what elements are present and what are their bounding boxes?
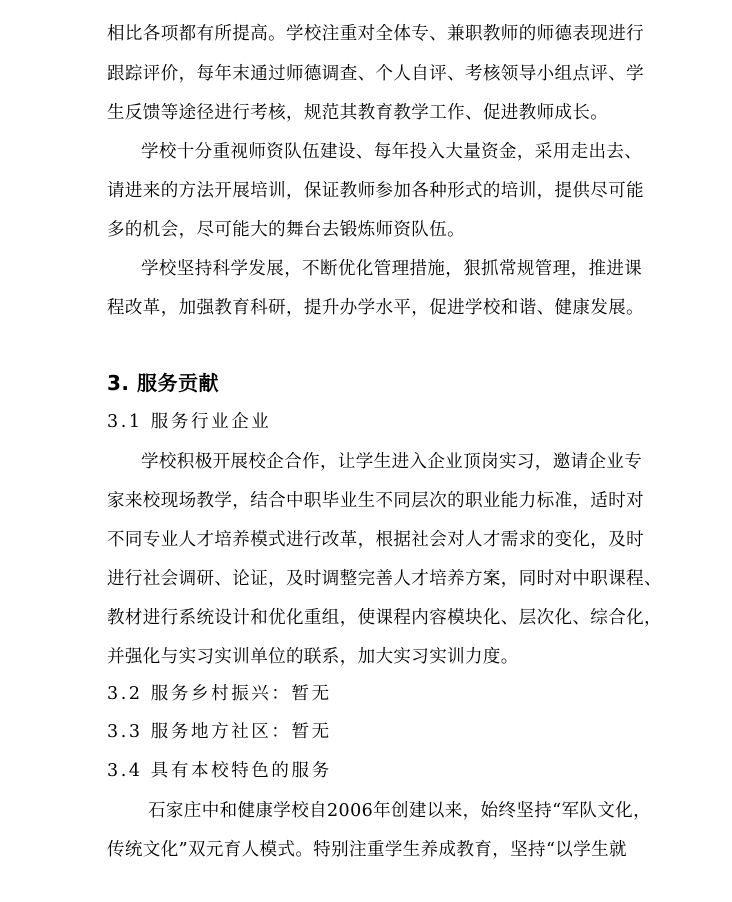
paragraph-line: 生反馈等途径进行考核，规范其教育教学工作、促进教师成长。 xyxy=(107,103,609,123)
paragraph-line: 多的机会，尽可能大的舞台去锻炼师资队伍。 xyxy=(107,220,465,240)
paragraph-line: 程改革，加强教育科研，提升办学水平，促进学校和谐、健康发展。 xyxy=(107,298,644,318)
paragraph-line: 学校坚持科学发展，不断优化管理措施，狠抓常规管理，推进课 xyxy=(141,259,643,279)
subsection-heading: 3.2 服务乡村振兴：暂无 xyxy=(107,684,332,704)
paragraph-line: 进行社会调研、论证，及时调整完善人才培养方案，同时对中职课程、 xyxy=(107,569,662,589)
paragraph-line: 并强化与实习实训单位的联系，加大实习实训力度。 xyxy=(107,647,519,667)
subsection-heading: 3.1 服务行业企业 xyxy=(107,412,272,432)
paragraph-line: 教材进行系统设计和优化重组，使课程内容模块化、层次化、综合化， xyxy=(107,608,662,628)
paragraph-line: 传统文化”双元育人模式。特别注重学生养成教育，坚持“以学生就 xyxy=(107,840,627,860)
paragraph-line: 不同专业人才培养模式进行改革，根据社会对人才需求的变化，及时 xyxy=(107,530,644,550)
section-heading: 3. 服务贡献 xyxy=(107,371,219,395)
paragraph-line: 学校十分重视师资队伍建设、每年投入大量资金，采用走出去、 xyxy=(141,142,643,162)
paragraph-line: 学校积极开展校企合作，让学生进入企业顶岗实习，邀请企业专 xyxy=(141,452,643,472)
paragraph-line: 相比各项都有所提高。学校注重对全体专、兼职教师的师德表现进行 xyxy=(107,24,644,44)
paragraph-line: 家来校现场教学，结合中职毕业生不同层次的职业能力标准，适时对 xyxy=(107,491,644,511)
paragraph-line: 跟踪评价，每年末通过师德调查、个人自评、考核领导小组点评、学 xyxy=(107,64,644,84)
paragraph-line: 石家庄中和健康学校自2006年创建以来，始终坚持“军队文化， xyxy=(148,801,651,821)
subsection-heading: 3.3 服务地方社区：暂无 xyxy=(107,722,332,742)
subsection-heading: 3.4 具有本校特色的服务 xyxy=(107,761,332,781)
paragraph-line: 请进来的方法开展培训，保证教师参加各种形式的培训，提供尽可能 xyxy=(107,181,644,201)
